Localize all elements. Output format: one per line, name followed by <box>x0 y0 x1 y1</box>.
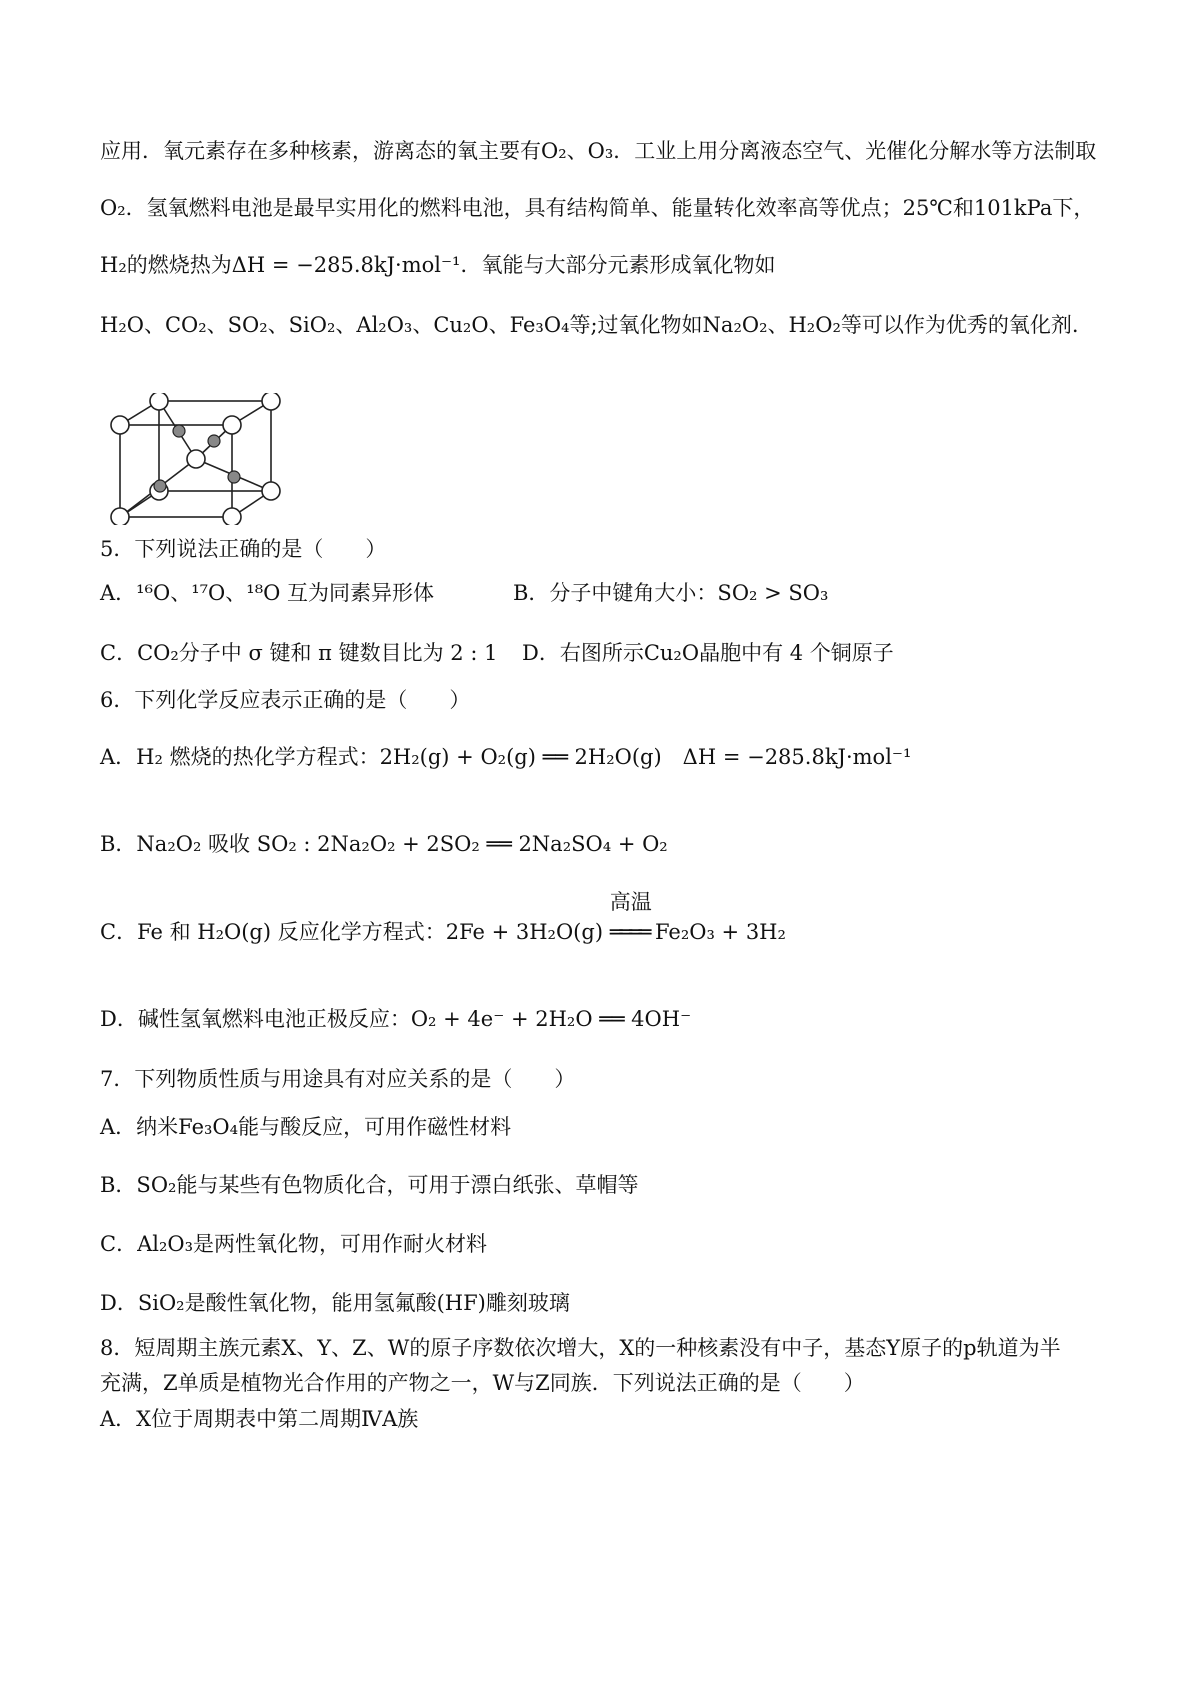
q6-option-d: D．碱性氢氧燃料电池正极反应：O₂ + 4e⁻ + 2H₂O ══ 4OH⁻ <box>100 1007 692 1031</box>
q7-option-c: C．Al₂O₃是两性氧化物，可用作耐火材料 <box>100 1232 488 1256</box>
q6-option-a: A．H₂ 燃烧的热化学方程式：2H₂(g) + O₂(g) ══ 2H₂O(g) ΔH = −285.8kJ·mol⁻¹ <box>100 745 912 769</box>
q5-option-a: A．¹⁶O、¹⁷O、¹⁸O 互为同素异形体 <box>100 581 434 605</box>
q8-option-a: A．X位于周期表中第二周期ⅣA族 <box>100 1407 419 1431</box>
q6-option-c <box>100 890 1120 947</box>
cu2o-unit-cell-figure <box>104 393 284 525</box>
q7-option-b: B．SO₂能与某些有色物质化合，可用于漂白纸张、草帽等 <box>100 1173 639 1197</box>
q5-option-c: C．CO₂分子中 σ 键和 π 键数目比为 2 : 1 <box>100 641 498 665</box>
q8-stem-line-1: 8．短周期主族元素X、Y、Z、W的原子序数依次增大，X的一种核素没有中子，基态Y原子的p轨道为半 <box>100 1336 1061 1360</box>
double-arrow: ════ <box>609 920 649 944</box>
q5-option-b: B．分子中键角大小：SO₂ > SO₃ <box>513 581 829 605</box>
q6-option-b: B．Na₂O₂ 吸收 SO₂ : 2Na₂O₂ + 2SO₂ ══ 2Na₂SO₄ + O₂ <box>100 832 668 856</box>
q7-stem: 7．下列物质性质与用途具有对应关系的是（ ） <box>100 1067 576 1091</box>
q6-option-c-right: Fe₂O₃ + 3H₂ <box>654 920 786 944</box>
intro-line-1: 应用．氧元素存在多种核素，游离态的氧主要有O₂、O₃．工业上用分离液态空气、光催化分解水等方法制取 <box>100 139 1097 163</box>
q5-stem: 5．下列说法正确的是（ ） <box>100 537 387 561</box>
reaction-condition: 高温 <box>609 890 652 914</box>
intro-line-2: O₂．氢氧燃料电池是最早实用化的燃料电池，具有结构简单、能量转化效率高等优点；25℃和101kPa下， <box>100 196 1095 220</box>
reaction-arrow <box>609 890 652 947</box>
intro-line-4: H₂O、CO₂、SO₂、SiO₂、Al₂O₃、Cu₂O、Fe₃O₄等;过氧化物如Na₂O₂、H₂O₂等可以作为优秀的氧化剂. <box>100 313 1079 337</box>
intro-line-3: H₂的燃烧热为ΔH = −285.8kJ·mol⁻¹．氧能与大部分元素形成氧化物如 <box>100 253 776 277</box>
q7-option-d: D．SiO₂是酸性氧化物，能用氢氟酸(HF)雕刻玻璃 <box>100 1291 570 1315</box>
q8-stem-line-2: 充满，Z单质是植物光合作用的产物之一，W与Z同族．下列说法正确的是（ ） <box>100 1371 865 1395</box>
q7-option-a: A．纳米Fe₃O₄能与酸反应，可用作磁性材料 <box>100 1115 512 1139</box>
q6-option-c-left: C．Fe 和 H₂O(g) 反应化学方程式：2Fe + 3H₂O(g) <box>100 920 604 944</box>
q6-stem: 6．下列化学反应表示正确的是（ ） <box>100 688 471 712</box>
q5-option-d: D．右图所示Cu₂O晶胞中有 4 个铜原子 <box>522 641 894 665</box>
